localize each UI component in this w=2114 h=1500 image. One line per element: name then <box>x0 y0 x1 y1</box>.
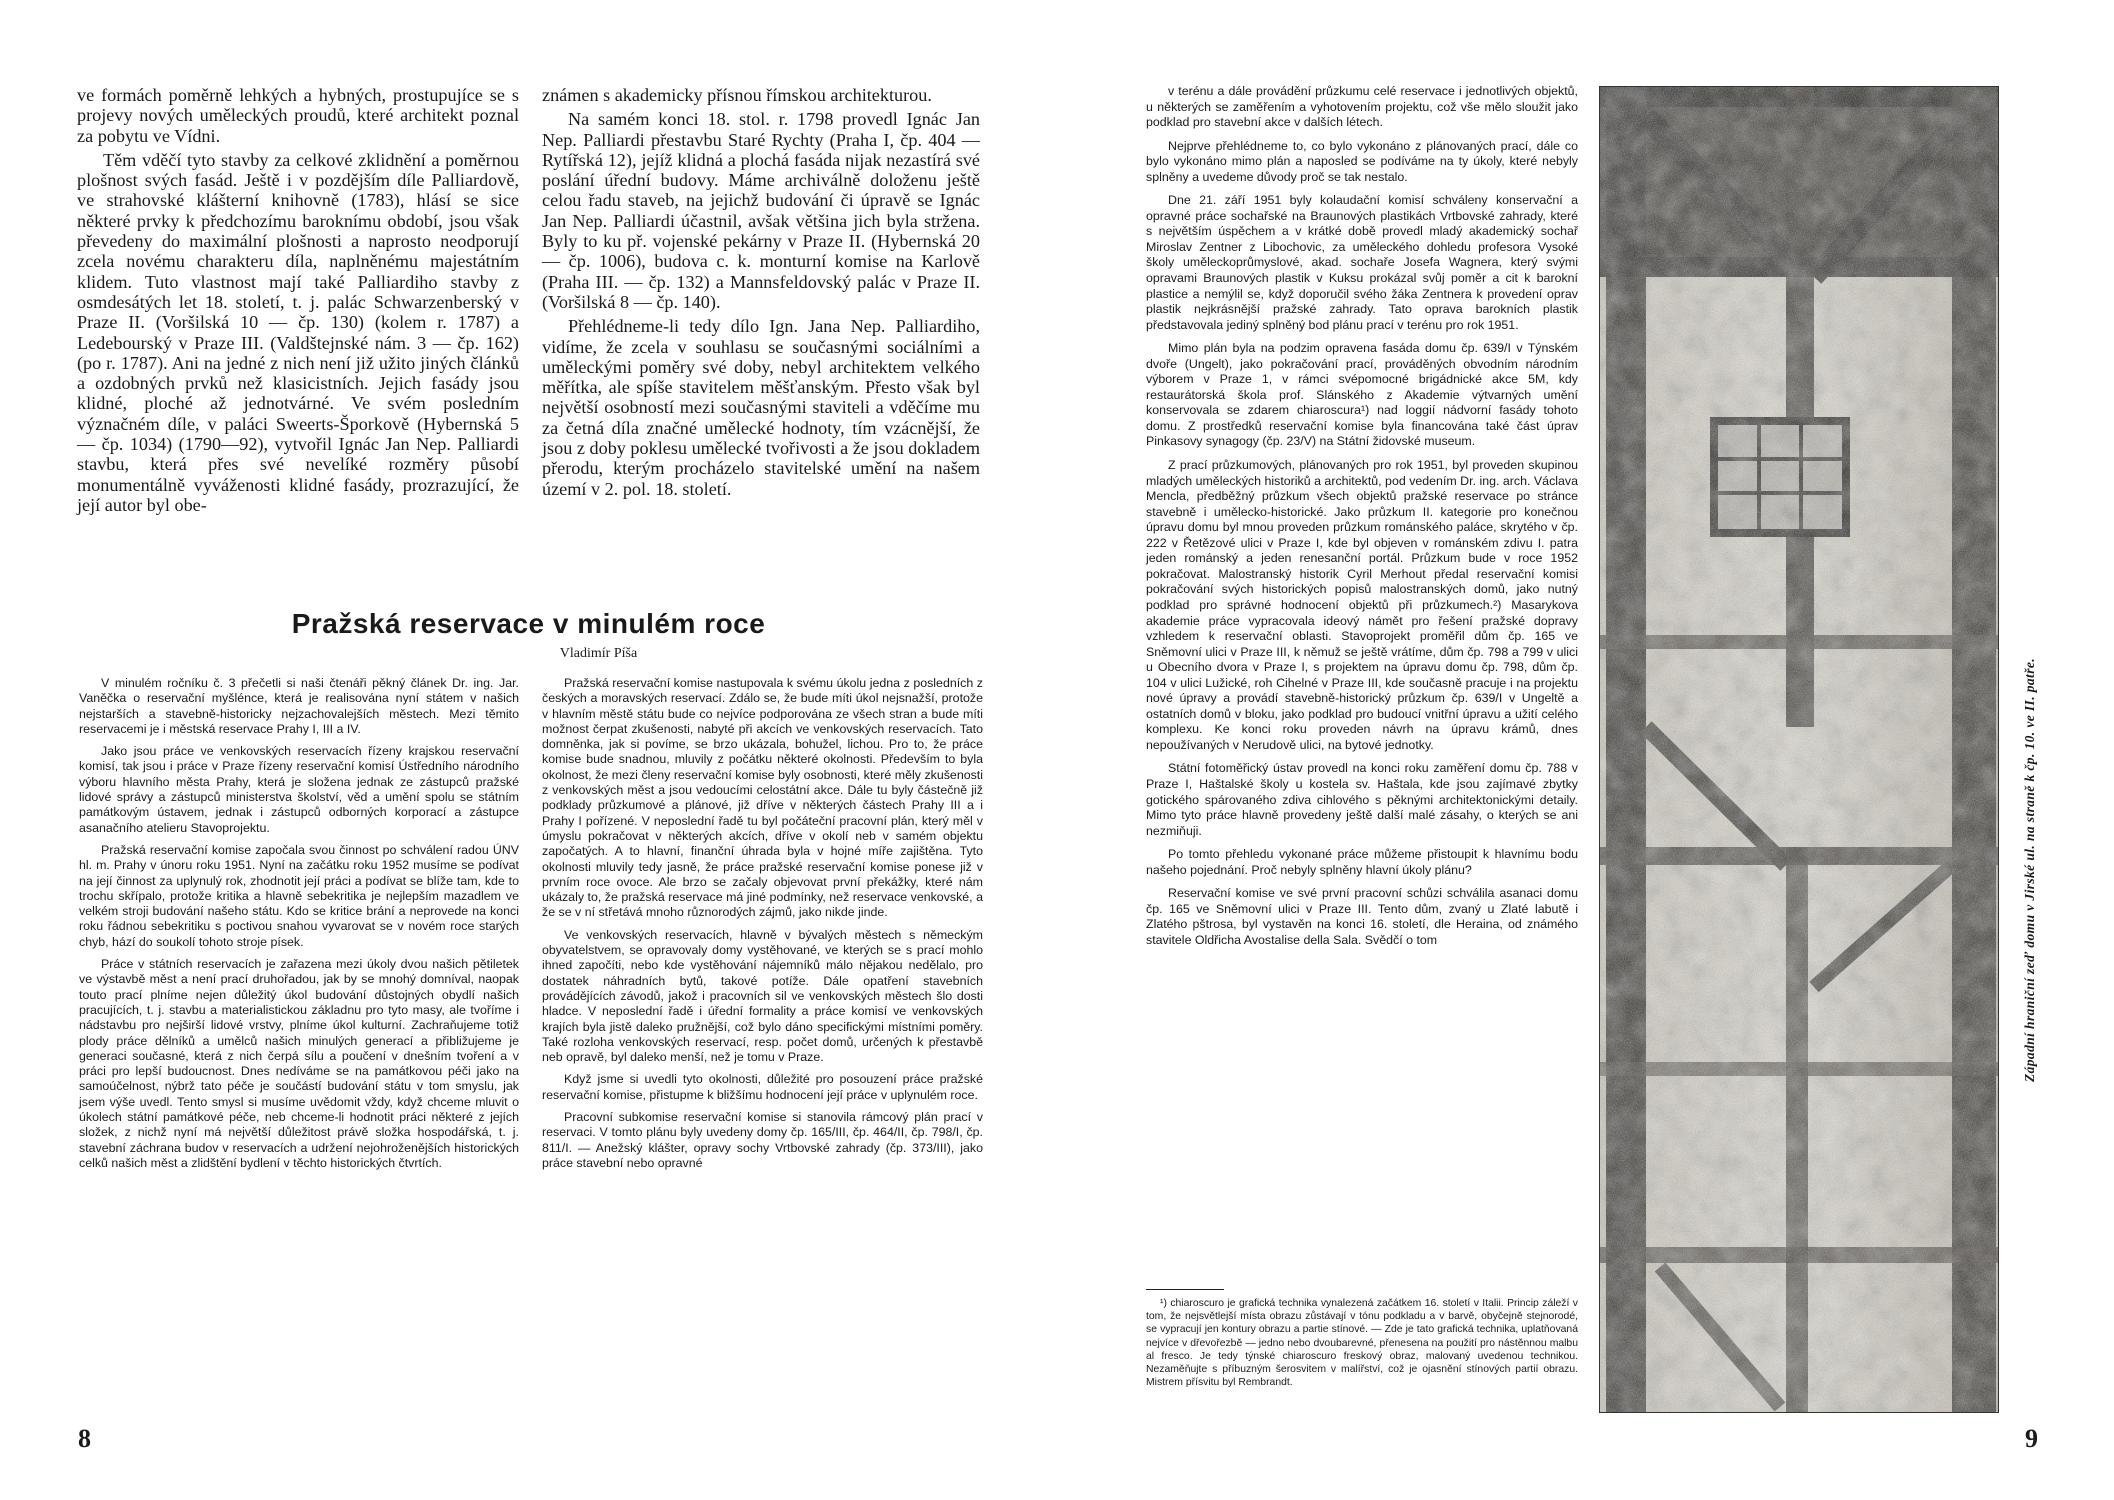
paragraph: známen s akademicky přísnou římskou architekturou. <box>542 85 932 105</box>
article-column-1 <box>79 676 519 1171</box>
article-author: Vladimír Píša <box>559 646 638 661</box>
paragraph: Těm vděčí tyto stavby za celkové zklidnění a poměrnou plošnost svých fasád. Ještě i v pozdějším díle Palliardově, ve strahovské klášterní knihovně (1783), hlásí se sice některé prvky k předchozímu baroknímu období, jsou však převedeny do maximální plošnosti a naprosto neodporují zcela novému charakteru díla, naplněnému majestátním klidem. Tuto vlastnost mají také Palliardiho stavby z osmdesátých let 18. století, t. j. palác Schwarzenberský v Praze II. (Voršilská 10 — čp. 130) (kolem r. 1787) a Ledebourský v Praze III. (Valdštejnské nám. 3 — čp. 162) (po r. 1787). Ani na jedné z nich není již užito jiných článků a ozdobných prvků než klasicistních. Jejich fasády jsou klidné, ploché až jednotvárné. Ve svém posledním význačném díle, v paláci Sweerts-Šporkově (Hybernská 5 — čp. 1034) (1790—92), vytvořil Ignác Jan Nep. Palliardi stavbu, která přes své nevelíké rozměry působí monumentálně vyváženosti klidné fasády, prozrazující, že její autor byl obe- <box>77 149 519 515</box>
footnote-rule <box>1146 1289 1224 1290</box>
article-column-2 <box>542 676 983 1171</box>
footnote-block <box>1146 1297 1578 1389</box>
wall-photograph <box>1599 86 1999 1413</box>
paragraph: Mimo plán byla na podzim opravena fasáda domu čp. 639/I v Týnském dvoře (Ungelt), jako pokračování prací, prováděných obvodním národním výborem v Praze 1, v rámci svépomocné brigádnické akce 5M, kdy restaurátorská škola prof. Slánského z Akademie výtvarných umění konservovala se zdarem chiaroscura¹) nad loggií nádvorní fasády tohoto domu. Z prostředků reservační komise byla financována také část úprav Pinkasovy synagogy (čp. 23/V) na Státní židovské museum. <box>1146 341 1578 449</box>
paragraph: Práce v státních reservacích je zařazena mezi úkoly dvou našich pětiletek ve výstavbě měst a není prací druhořadou, jak by se mnohý domníval, naopak touto prací plníme nejen důležitý úkol budování důstojných obydlí našich pracujících, t. j. stavbu a materialistickou základnu pro tyto masy, ale tvoříme i nádstavbu pro nejširší lidové vrstvy, plníme úkol kulturní. Zachraňujeme totiž plody práce dělníků a umělců našich minulých generací a přibližujeme je generaci současné, která z nich čerpá sílu a poučení v dnešním tvoření a v práci pro lepší budoucnost. Dnes nedíváme se na památkovou péči jako na samoúčelnost, nýbrž tato péče je součástí budování státu v tom smyslu, jak jsem výše uvedl. Tento smysl si musíme uvědomit vždy, když chceme mluvit o úkolech státní památkové péče, neb chceme-li hodnotit práci některé z jejích složek, z nichž nyní má největší důležitost právě složka hospodářská, t. j. stavební záchrana budov v reservacích a udržení nejohroženějších historických celků našich měst a zlidštění bydlení v těchto historických čtvrtích. <box>79 957 519 1170</box>
paragraph: Pracovní subkomise reservační komise si stanovila rámcový plán prací v reservaci. V tomto plánu byly uvedeny domy čp. 165/III, čp. 464/II, čp. 798/I, čp. 811/I. — Anežský klášter, opravy sochy Vrtbovské zahrady (čp. 373/III), jako práce stavební nebo opravné <box>542 1110 983 1170</box>
paragraph: Státní fotoměřický ústav provedl na konci roku zaměření domu čp. 788 v Praze I, Haštalské školy u kostela sv. Haštala, kde jsou zajímavé zbytky gotického spárovaného zdiva cihlového s pěknými architektonickými detaily. Mimo tyto práce hlavně provedeny ještě další malé zásahy, o kterých se ani nezmiňuji. <box>1146 761 1578 838</box>
footnote <box>1146 1297 1578 1389</box>
paragraph: Po tomto přehledu vykonané práce můžeme přistoupit k hlavnímu bodu našeho pojednání. Proč nebyly splněny hlavní úkoly plánu? <box>1146 847 1578 877</box>
lead-column-2 <box>542 85 980 499</box>
paragraph: Reservační komise ve své první pracovní schůzi schválila asanaci domu čp. 165 ve Sněmovní ulici v Praze III. Tento dům, zvaný u Zlaté labutě i Zlatého pštrosa, byl vystavěn na konci 16. století, dle Heraina, od známého stavitele Oldřicha Avostalise della Sala. Svědčí o tom <box>1146 886 1578 947</box>
paragraph: Pražská reservační komise nastupovala k svému úkolu jedna z posledních z českých a moravských reservací. Zdálo se, že bude míti úkol nejsnažší, protože v hlavním městě státu bude co nejvíce podporována ze všech stran a bude míti možnost čerpat zkušenosti, nabyté při akcích ve venkovských reservacích. Tato domněnka, jak si povíme, se brzo ukázala, bohužel, lichou. Pro to, že práce komise bude snadnou, mluvily z počátku některé okolnosti. Především to byla okolnost, že mezi členy reservační komise byly osobnosti, které měly zkušenosti z venkovských měst a jsou vedoucími celostátní akce. Dále tu byly částečně již podklady průzkumové a plánové, již dříve v některých částech Prahy III a i Prahy I pořízené. V neposlední řadě tu byl počáteční pracovní plán, který měl v úmyslu pokračovat v některých akcích, dříve v okolí neb v samém objektu započatých. A to hlavní, finanční úhrada byla v hojné míře zajištěna. Tyto okolnosti mluvily tedy jasně, že práce pražské reservační komise ponese již v prvním roce ovoce. Ale brzo se začaly objevovat první překážky, které nám ukázaly to, že pražská reservace má jiné podmínky, než reservace venkovské, a že se v ní střetává mnoho různorodých zájmů, jako nikde jinde. <box>542 676 983 920</box>
right-text-column <box>1146 84 1578 948</box>
page-number: 8 <box>78 1424 91 1453</box>
paragraph: Z prací průzkumových, plánovaných pro rok 1951, byl proveden skupinou mladých uměleckých historiků a architektů, pod vedením Dr. ing. arch. Václava Mencla, předběžný průzkum všech objektů pražské reservace po stránce stavebně i umělecko-historické. Jako průzkum II. kategorie pro konečnou úpravu domu byl mnou proveden průzkum románského paláce, skrytého v čp. 222 v Řetězové ulici v Praze I, kde byl objeven v románském zdivu I. patra jeden románský a jeden renesanční portál. Průzkum bude v roce 1952 pokračovat. Malostranský historik Cyril Merhout předal reservační komisi pokračování svých historických popisů malostranských domů, jako nutný podklad pro správné hodnocení objektů při průzkumech.²) Masarykova akademie práce vypracovala ideový námět pro řešení pražské dopravy vzhledem k reservační oblasti. Stavoprojekt proměřil dům čp. 165 ve Sněmovní ulici v Praze III, k němuž se ještě vrátíme, dům čp. 798 a 799 v ulici u Obecního dvora v Praze I, s projektem na úpravu domu čp. 798, dům čp. 104 v ulici Lužické, roh Cihelné v Praze III, kde současně pracuje i na projektu nové úpravy a provádí stavebně-historický průzkum čp. 639/I v Ungeltě a ostatních domů v bloku, jako podklad pro budoucí vnitřní úpravu a užití celého komplexu. Ke konci roku proveden návrh na úpravu krámů, dnes nepoužívaných v Nerudově ulici, na bytové jednotky. <box>1146 458 1578 752</box>
wall-photo-image <box>1600 87 1999 1413</box>
paragraph: ve formách poměrně lehkých a hybných, prostupujíce se s projevy nových uměleckých proudů, které architekt poznal za pobytu ve Vídni. <box>77 85 519 146</box>
paragraph: Nejprve přehlédneme to, co bylo vykonáno z plánovaných prací, dále co bylo vykonáno mimo plán a naposled se podíváme na ty úkoly, které nebyly splněny a uvedeme důvody proč se tak nestalo. <box>1146 138 1578 184</box>
paragraph: v terénu a dále provádění průzkumu celé reservace i jednotlivých objektů, u některých se zaměřením a vyhotovením projektu, což vše mělo sloužit jako podklad pro stavební akce v dalších létech. <box>1146 84 1578 130</box>
lead-column-1 <box>77 85 519 515</box>
photo-caption: Západní hraniční zeď domu v Jirské ul. na straně k čp. 10. ve II. patře. <box>2022 657 2037 1083</box>
paragraph: Dne 21. září 1951 byly kolaudační komisí schváleny konservační a opravné práce sochařské na Braunových plastikách Vrtbovské zahrady, které s největším úspěchem a v krátké době provedl mladý akademický sochař Miroslav Zentner z Libochovic, za uměleckého dohledu profesora Vysoké školy uměleckoprůmyslové, akad. sochaře Josefa Wagnera, který svými opravami Braunových plastik v Kuksu prokázal svůj poměr a cit k barokní plastice a nemýlil se, když doporučil svého žáka Zentnera k provedení oprav plastik nejkrásnější pražské zahrady. Tato oprava barokních plastik představovala jediný splněný bod plánu prací v terénu pro rok 1951. <box>1146 193 1578 332</box>
right-page <box>1057 0 2114 1500</box>
footnote-text: ¹) chiaroscuro je grafická technika vynalezená začátkem 16. století v Italii. Princip záleží v tom, že nejsvětlejší místa obrazu zůstávají v tónu podkladu a v barvě, obyčejně stejnorodé, se vypracují jen kontury obrazu a partie stínové. — Zde je tato grafická technika, uplatňovaná nejvíce v dřevořezbě — jedno nebo dvoubarevné, přenesena na použití pro nástěnnou malbu al fresco. Je tedy týnské chiaroscuro freskový obraz, malovaný uvedenou technikou. Nezaměňujte s příbuzným šerosvitem v malířství, což je ojasnění stínových partií obrazu. Mistrem přísvitu byl Rembrandt. <box>1146 1298 1578 1389</box>
paragraph: Jako jsou práce ve venkovských reservacích řízeny krajskou reservační komisí, tak jsou i práce v Praze řízeny reservační komisí Ústředního národního výboru hlavního města Prahy, která je složena jednak ze zástupců pražské lidové správy a zástupců ministerstva školství, věd a umění spolu se státním památkovým ústavem, jednak i zástupců odborných korporací a zástupce asanačního atelieru Stavoprojektu. <box>79 744 519 835</box>
paragraph: V minulém ročníku č. 3 přečetli si naši čtenáři pěkný článek Dr. ing. Jar. Vaněčka o reservační myšlénce, která je realisována nyní státem v našich nejstarších a stavebně-historicky nejzachovalejších městech. Mezi těmito reservacemi je i městská reservace Prahy I, III a IV. <box>79 676 519 736</box>
page-number: 9 <box>2025 1424 2038 1453</box>
paragraph: Přehlédneme-li tedy dílo Ign. Jana Nep. Palliardiho, vidíme, že zcela v souhlasu se současnými sociálními a uměleckými poměry své doby, nebyl architektem velkého měřítka, ale spíše stavitelem měšťanským. Přesto však byl největší osobností mezi současnými staviteli a vděčíme mu za četná díla značné umělecké hodnoty, tím vzácnější, že jsou z doby poklesu umělecké tvořivosti a že jsou dokladem přerodu, kterým procházelo stavitelské umění na našem území v 2. pol. 18. století. <box>542 316 980 499</box>
article-title: Pražská reservace v minulém roce <box>291 608 766 639</box>
paragraph: Když jsme si uvedli tyto okolnosti, důležité pro posouzení práce pražské reservační komise, přistupme k bližšímu hodnocení její práce v uplynulém roce. <box>542 1072 983 1102</box>
paragraph: Na samém konci 18. stol. r. 1798 provedl Ignác Jan Nep. Palliardi přestavbu Staré Rychty (Praha I, čp. 404 — Rytířská 12), jejíž klidná a plochá fasáda nijak nezastírá své poslání úřední budovy. Máme archiválně doloženu ještě celou řadu staveb, na jejichž budování či úpravě se Ignác Jan Nep. Palliardi účastnil, avšak většina jich byla stržena. Byly to ku př. vojenské pekárny v Praze II. (Hybernská 20 — čp. 1006), budova c. k. monturní komise na Karlově (Praha III. — čp. 132) a Mannsfeldovský palác v Praze II. (Voršilská 8 — čp. 140). <box>542 109 980 312</box>
paragraph: Pražská reservační komise započala svou činnost po schválení radou ÚNV hl. m. Prahy v únoru roku 1951. Nyní na začátku roku 1952 musíme se podívat na její činnost za uplynulý rok, zhodnotit její práci a podívat se blíže tam, kde to trochu skřípalo, protože kritika a hlavně sebekritika je nejlepším mazadlem ve velkém stroji budování našeho státu. Kdo se kritice brání a neprovede na konci roku řádnou sebekritiku s poctivou snahou vyvarovat se v novém roce starých chyb, hází do soukolí tohoto stroje písek. <box>79 842 519 949</box>
paragraph: Ve venkovských reservacích, hlavně v bývalých městech s německým obyvatelstvem, se opravovaly domy vystěhované, ve kterých se s prací mohlo ihned započíti, nebo kde vystěhování nájemníků málo nějakou nedělalo, pro dostatek náhradních bytů, takové potíže. Dále opatření stavebních provádějících závodů, jakož i pracovních sil ve venkovských městech šlo dosti hladce. V neposlední řadě i úřední formality a práce komisí ve venkovských krajích byla jistě daleko pružnější, což bylo dáno specifickými místními poměry. Také rozloha venkovských reservací, resp. počet domů, určených k přestavbě neb opravě, byl daleko menší, než je tomu v Praze. <box>542 927 983 1065</box>
